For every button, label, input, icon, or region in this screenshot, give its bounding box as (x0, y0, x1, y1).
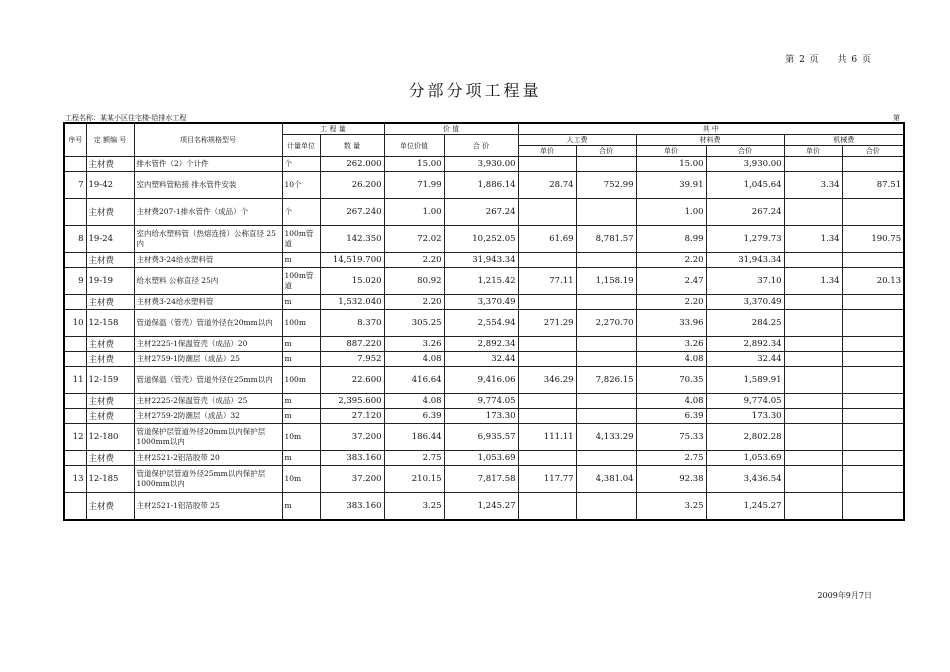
row-machine-sum (842, 310, 904, 337)
row-qty: 7.952 (320, 352, 384, 367)
row-unit-price: 1.00 (384, 199, 444, 226)
row-seq (64, 352, 86, 367)
table-row (64, 295, 904, 310)
table-row (64, 268, 904, 295)
row-code: 主材费 (86, 394, 134, 409)
row-name: 管道保温（管壳）管道外径在25mm以内 (134, 367, 282, 394)
header-unit-price: 单位价值 (384, 135, 444, 157)
row-code: 12-180 (86, 424, 134, 451)
row-total: 2,554.94 (444, 310, 518, 337)
row-name: 主材费3-24给水塑料管 (134, 295, 282, 310)
row-machine-sum (842, 424, 904, 451)
row-name: 管道保护层管道外径20mm以内保护层1000mm以内 (134, 424, 282, 451)
row-qty: 262.000 (320, 157, 384, 172)
row-unit: 10m (282, 466, 320, 493)
row-material-unit: 2.47 (636, 268, 706, 295)
row-unit-price: 2.20 (384, 253, 444, 268)
row-labor-unit (518, 451, 576, 466)
row-unit: 100m管道 (282, 268, 320, 295)
table-row (64, 424, 904, 451)
row-total: 32.44 (444, 352, 518, 367)
row-machine-sum (842, 295, 904, 310)
row-unit: m (282, 451, 320, 466)
row-labor-sum (576, 199, 636, 226)
row-unit: m (282, 409, 320, 424)
row-labor-sum (576, 253, 636, 268)
row-seq: 12 (64, 424, 86, 451)
row-material-unit: 70.35 (636, 367, 706, 394)
row-seq: 13 (64, 466, 86, 493)
row-machine-unit (784, 310, 842, 337)
row-code: 12-158 (86, 310, 134, 337)
row-unit: m (282, 295, 320, 310)
table-row (64, 310, 904, 337)
row-material-sum: 2,802.28 (706, 424, 784, 451)
row-qty: 2,395.600 (320, 394, 384, 409)
row-material-unit: 1.00 (636, 199, 706, 226)
row-labor-unit: 111.11 (518, 424, 576, 451)
row-total: 1,053.69 (444, 451, 518, 466)
table-row (64, 226, 904, 253)
row-labor-sum: 1,158.19 (576, 268, 636, 295)
row-material-sum: 3,436.54 (706, 466, 784, 493)
header-seq: 序号 (64, 123, 86, 157)
row-machine-unit (784, 352, 842, 367)
row-unit-price: 15.00 (384, 157, 444, 172)
row-machine-sum (842, 253, 904, 268)
row-machine-unit: 1.34 (784, 226, 842, 253)
row-machine-sum (842, 409, 904, 424)
row-material-sum: 284.25 (706, 310, 784, 337)
row-unit: 100m (282, 310, 320, 337)
row-code: 主材费 (86, 451, 134, 466)
row-labor-unit: 117.77 (518, 466, 576, 493)
row-material-unit: 15.00 (636, 157, 706, 172)
row-labor-unit (518, 337, 576, 352)
row-unit-price: 3.26 (384, 337, 444, 352)
row-seq: 9 (64, 268, 86, 295)
row-code: 主材费 (86, 199, 134, 226)
row-machine-sum (842, 394, 904, 409)
row-qty: 14,519.700 (320, 253, 384, 268)
header-qty: 数 量 (320, 135, 384, 157)
page-current: 第 2 页 (785, 55, 820, 65)
header-material-unit: 单价 (636, 146, 706, 157)
row-material-unit: 92.38 (636, 466, 706, 493)
row-name: 主材费207-1排水管件（成品）个 (134, 199, 282, 226)
header-labor-unit: 单价 (518, 146, 576, 157)
row-unit: 10m (282, 424, 320, 451)
row-unit-price: 3.25 (384, 493, 444, 521)
header-material-sum: 合价 (706, 146, 784, 157)
row-qty: 26.200 (320, 172, 384, 199)
row-machine-unit (784, 466, 842, 493)
row-machine-unit (784, 493, 842, 521)
header-value-group: 价 值 (384, 123, 518, 135)
row-machine-unit (784, 199, 842, 226)
row-unit-price: 80.92 (384, 268, 444, 295)
table-header (64, 123, 904, 157)
row-labor-unit: 77.11 (518, 268, 576, 295)
row-unit-price: 71.99 (384, 172, 444, 199)
row-total: 3,370.49 (444, 295, 518, 310)
row-machine-sum: 190.75 (842, 226, 904, 253)
row-qty: 142.350 (320, 226, 384, 253)
row-unit: 100m管道 (282, 226, 320, 253)
row-name: 管道保温（管壳）管道外径在20mm以内 (134, 310, 282, 337)
row-unit: 10个 (282, 172, 320, 199)
row-total: 1,215.42 (444, 268, 518, 295)
row-qty: 27.120 (320, 409, 384, 424)
row-machine-unit (784, 253, 842, 268)
header-machine: 机械费 (784, 135, 904, 146)
table-row (64, 337, 904, 352)
row-machine-unit (784, 424, 842, 451)
row-name: 排水管件（2）个计件 (134, 157, 282, 172)
row-labor-sum (576, 451, 636, 466)
row-material-unit: 3.25 (636, 493, 706, 521)
row-machine-sum (842, 493, 904, 521)
row-code: 19-42 (86, 172, 134, 199)
row-machine-unit: 1.34 (784, 268, 842, 295)
row-unit: m (282, 337, 320, 352)
row-labor-sum (576, 352, 636, 367)
row-total: 7,817.58 (444, 466, 518, 493)
row-qty: 267.240 (320, 199, 384, 226)
row-total: 1,886.14 (444, 172, 518, 199)
row-unit-price: 2.20 (384, 295, 444, 310)
table-row (64, 157, 904, 172)
row-code: 12-185 (86, 466, 134, 493)
row-material-unit: 39.91 (636, 172, 706, 199)
row-seq (64, 199, 86, 226)
row-unit-price: 416.64 (384, 367, 444, 394)
row-total: 10,252.05 (444, 226, 518, 253)
document-title: 分部分项工程量 (408, 81, 542, 100)
row-labor-unit (518, 295, 576, 310)
row-name: 管道保护层管道外径25mm以内保护层1000mm以内 (134, 466, 282, 493)
row-material-sum: 1,589.91 (706, 367, 784, 394)
row-name: 室内给水塑料管（热熔连接）公称直径 25内 (134, 226, 282, 253)
row-unit: m (282, 253, 320, 268)
estimate-table (63, 122, 905, 521)
row-seq: 10 (64, 310, 86, 337)
header-labor-sum: 合价 (576, 146, 636, 157)
row-labor-unit (518, 394, 576, 409)
row-unit: m (282, 493, 320, 521)
project-name: 工程名称：某某小区住宅楼-给排水工程 (65, 114, 187, 122)
row-unit-price: 4.08 (384, 394, 444, 409)
row-material-unit: 75.33 (636, 424, 706, 451)
row-labor-sum (576, 394, 636, 409)
row-total: 2,892.34 (444, 337, 518, 352)
row-labor-unit (518, 352, 576, 367)
row-unit-price: 186.44 (384, 424, 444, 451)
row-code: 主材费 (86, 337, 134, 352)
row-material-sum: 1,245.27 (706, 493, 784, 521)
row-material-unit: 2.75 (636, 451, 706, 466)
row-total: 1,245.27 (444, 493, 518, 521)
row-labor-unit (518, 409, 576, 424)
header-qty-group: 工 程 量 (282, 123, 384, 135)
row-labor-unit: 271.29 (518, 310, 576, 337)
table-row (64, 394, 904, 409)
row-name: 室内塑料管粘接 排水管件安装 (134, 172, 282, 199)
row-machine-unit (784, 295, 842, 310)
row-qty: 383.160 (320, 493, 384, 521)
table-row (64, 199, 904, 226)
row-machine-sum (842, 466, 904, 493)
row-total: 173.30 (444, 409, 518, 424)
row-material-unit: 6.39 (636, 409, 706, 424)
page-total: 共 6 页 (837, 55, 872, 65)
row-labor-unit: 346.29 (518, 367, 576, 394)
row-machine-sum (842, 199, 904, 226)
row-labor-sum: 4,133.29 (576, 424, 636, 451)
row-labor-sum: 752.99 (576, 172, 636, 199)
row-labor-unit (518, 199, 576, 226)
row-material-sum: 1,045.64 (706, 172, 784, 199)
row-unit-price: 6.39 (384, 409, 444, 424)
row-machine-unit (784, 451, 842, 466)
row-seq (64, 451, 86, 466)
row-machine-sum (842, 451, 904, 466)
header-code: 定 额编 号 (86, 123, 134, 157)
row-name: 给水塑料 公称直径 25内 (134, 268, 282, 295)
row-machine-unit (784, 157, 842, 172)
row-code: 主材费 (86, 253, 134, 268)
row-material-sum: 1,053.69 (706, 451, 784, 466)
row-machine-sum (842, 352, 904, 367)
row-seq (64, 157, 86, 172)
row-total: 9,416.06 (444, 367, 518, 394)
row-qty: 15.020 (320, 268, 384, 295)
row-seq (64, 337, 86, 352)
row-material-sum: 3,370.49 (706, 295, 784, 310)
row-name: 主材2521-1铝箔胶带 25 (134, 493, 282, 521)
row-material-sum: 1,279.73 (706, 226, 784, 253)
row-total: 267.24 (444, 199, 518, 226)
header-material: 材料费 (636, 135, 784, 146)
table-row (64, 367, 904, 394)
row-total: 9,774.05 (444, 394, 518, 409)
row-total: 31,943.34 (444, 253, 518, 268)
row-unit-price: 4.08 (384, 352, 444, 367)
row-code: 主材费 (86, 493, 134, 521)
row-labor-sum: 2,270.70 (576, 310, 636, 337)
row-qty: 22.600 (320, 367, 384, 394)
row-labor-sum: 4,381.04 (576, 466, 636, 493)
row-machine-sum: 20.13 (842, 268, 904, 295)
page-number (771, 52, 872, 65)
row-total: 6,935.57 (444, 424, 518, 451)
row-seq (64, 394, 86, 409)
row-unit: 个 (282, 157, 320, 172)
row-labor-unit (518, 493, 576, 521)
row-labor-sum (576, 409, 636, 424)
row-labor-unit: 61.69 (518, 226, 576, 253)
row-seq (64, 253, 86, 268)
print-date: 2009年9月7日 (817, 591, 872, 600)
row-qty: 37.200 (320, 466, 384, 493)
row-qty: 8.370 (320, 310, 384, 337)
row-qty: 37.200 (320, 424, 384, 451)
table-row (64, 451, 904, 466)
header-total: 合 价 (444, 135, 518, 157)
row-material-sum: 31,943.34 (706, 253, 784, 268)
row-labor-unit: 28.74 (518, 172, 576, 199)
row-name: 主材2759-2防潮层（成品）32 (134, 409, 282, 424)
row-material-unit: 4.08 (636, 352, 706, 367)
table-body (64, 157, 904, 521)
row-machine-unit: 3.34 (784, 172, 842, 199)
row-machine-unit (784, 337, 842, 352)
row-code: 19-24 (86, 226, 134, 253)
row-name: 主材2759-1防潮层（成品）25 (134, 352, 282, 367)
row-machine-unit (784, 394, 842, 409)
row-seq: 11 (64, 367, 86, 394)
row-material-unit: 33.96 (636, 310, 706, 337)
row-qty: 887.220 (320, 337, 384, 352)
row-unit: 100m (282, 367, 320, 394)
row-material-unit: 2.20 (636, 295, 706, 310)
row-material-unit: 8.99 (636, 226, 706, 253)
row-code: 主材费 (86, 295, 134, 310)
row-material-sum: 37.10 (706, 268, 784, 295)
row-labor-sum: 7,826.15 (576, 367, 636, 394)
row-unit-price: 72.02 (384, 226, 444, 253)
row-seq (64, 493, 86, 521)
row-material-unit: 2.20 (636, 253, 706, 268)
row-qty: 1,532.040 (320, 295, 384, 310)
row-seq (64, 409, 86, 424)
row-material-sum: 173.30 (706, 409, 784, 424)
row-material-sum: 3,930.00 (706, 157, 784, 172)
row-machine-unit (784, 409, 842, 424)
row-total: 3,930.00 (444, 157, 518, 172)
table-row (64, 493, 904, 521)
row-material-unit: 4.08 (636, 394, 706, 409)
row-material-unit: 3.26 (636, 337, 706, 352)
project-right-label: 第 (893, 114, 900, 122)
row-seq: 8 (64, 226, 86, 253)
row-code: 主材费 (86, 157, 134, 172)
row-qty: 383.160 (320, 451, 384, 466)
row-material-sum: 2,892.34 (706, 337, 784, 352)
row-labor-unit (518, 157, 576, 172)
row-name: 主材2225-2保温管壳（成品）25 (134, 394, 282, 409)
table-row (64, 409, 904, 424)
header-name: 项目名称规格型号 (134, 123, 282, 157)
row-material-sum: 32.44 (706, 352, 784, 367)
row-name: 主材2521-2铝箔胶带 20 (134, 451, 282, 466)
row-labor-sum: 8,781.57 (576, 226, 636, 253)
header-unit: 计量单位 (282, 135, 320, 157)
row-machine-sum: 87.51 (842, 172, 904, 199)
header-labor: 人工费 (518, 135, 636, 146)
row-seq: 7 (64, 172, 86, 199)
row-machine-unit (784, 367, 842, 394)
row-material-sum: 9,774.05 (706, 394, 784, 409)
header-machine-unit: 单价 (784, 146, 842, 157)
header-among-group: 其 中 (518, 123, 904, 135)
row-labor-sum (576, 337, 636, 352)
row-unit-price: 305.25 (384, 310, 444, 337)
table-row (64, 172, 904, 199)
header-machine-sum: 合价 (842, 146, 904, 157)
table-row (64, 253, 904, 268)
row-code: 19-19 (86, 268, 134, 295)
row-seq (64, 295, 86, 310)
row-material-sum: 267.24 (706, 199, 784, 226)
row-unit-price: 2.75 (384, 451, 444, 466)
row-unit: m (282, 352, 320, 367)
row-labor-unit (518, 253, 576, 268)
row-machine-sum (842, 337, 904, 352)
row-labor-sum (576, 493, 636, 521)
row-name: 主材费3-24给水塑料管 (134, 253, 282, 268)
row-machine-sum (842, 157, 904, 172)
row-name: 主材2225-1保温管壳（成品）20 (134, 337, 282, 352)
row-machine-sum (842, 367, 904, 394)
row-unit: 个 (282, 199, 320, 226)
table-row (64, 352, 904, 367)
row-unit: m (282, 394, 320, 409)
row-labor-sum (576, 157, 636, 172)
row-code: 主材费 (86, 352, 134, 367)
row-labor-sum (576, 295, 636, 310)
row-unit-price: 210.15 (384, 466, 444, 493)
row-code: 主材费 (86, 409, 134, 424)
row-code: 12-159 (86, 367, 134, 394)
table-row (64, 466, 904, 493)
